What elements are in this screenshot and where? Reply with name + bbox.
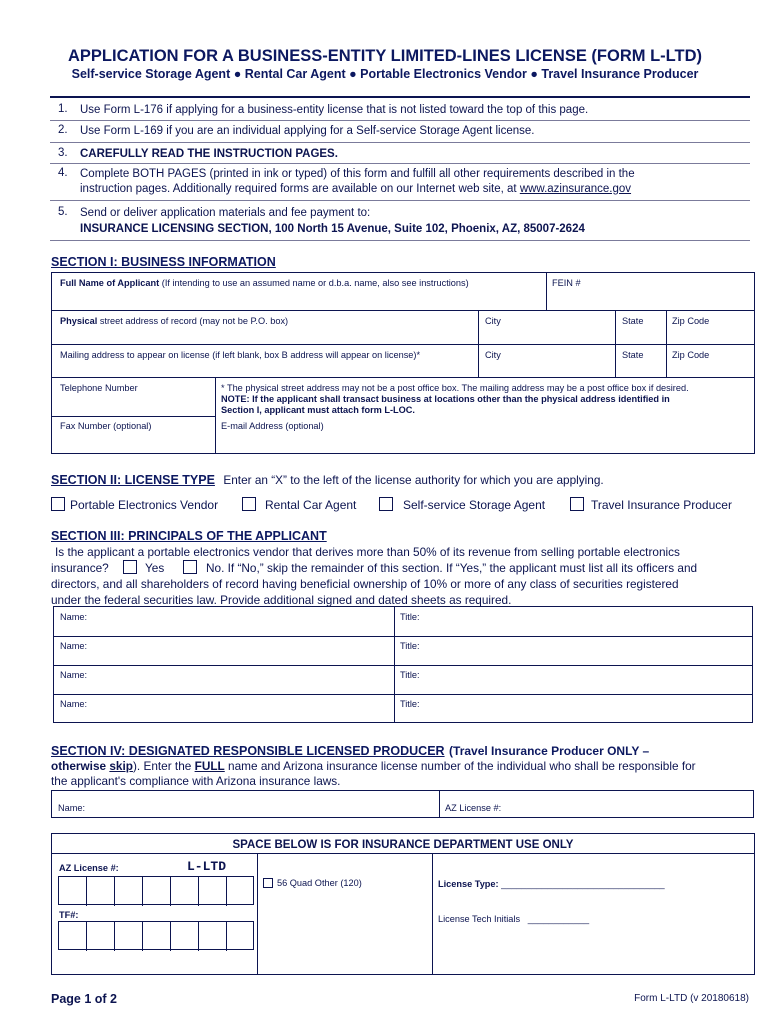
form-title: APPLICATION FOR A BUSINESS-ENTITY LIMITED-LINES LICENSE (FORM L-LTD) <box>67 47 702 65</box>
producer-box <box>51 790 754 818</box>
enter-text: ). Enter the <box>132 759 195 773</box>
telephone-field[interactable]: Telephone Number <box>60 383 138 393</box>
col-divider <box>257 853 258 974</box>
instruction-text: Send or deliver application materials and fee payment to: <box>80 207 371 219</box>
zip-field[interactable]: Zip Code <box>672 316 710 326</box>
physical-address-field[interactable] <box>60 316 288 327</box>
col-divider <box>215 377 216 453</box>
digit-cell[interactable] <box>199 877 227 906</box>
fein-field[interactable]: FEIN # <box>552 278 581 288</box>
skip-text: skip <box>109 759 133 773</box>
checkbox-portable-electronics[interactable] <box>51 497 65 511</box>
license-type-label: License Type: <box>438 879 499 889</box>
full-name-label: Full Name of Applicant <box>60 278 160 288</box>
col-divider <box>478 310 479 377</box>
option-rental-car: Rental Car Agent <box>265 498 357 512</box>
license-type-field[interactable] <box>438 879 665 890</box>
section-3-line: Is the applicant a portable electronics vendor that derives more than 50% of its revenue from selling portable electronics <box>55 545 680 559</box>
col-divider <box>666 310 667 377</box>
option-self-storage: Self-service Storage Agent <box>403 498 546 512</box>
section-3-question <box>51 561 109 577</box>
tech-initials-line: ____________ <box>527 914 590 924</box>
section-3-line: directors, and all shareholders of record having beneficial ownership of 10% or more of any class of securities registered <box>51 577 679 591</box>
physical-hint: street address of record (may not be P.O. box) <box>97 316 289 326</box>
principal-name-field[interactable]: Name: <box>60 670 88 680</box>
checkbox-no[interactable] <box>183 560 197 574</box>
section-4-line: the applicant's compliance with Arizona insurance laws. <box>51 774 341 788</box>
mailing-state-field[interactable]: State <box>622 350 644 360</box>
office-use-box <box>51 833 755 975</box>
instruction-text: Complete BOTH PAGES (printed in ink or typed) of this form and fulfill all other requirements described in the <box>80 168 635 180</box>
principal-title-field[interactable]: Title: <box>400 641 420 651</box>
row-divider <box>54 636 752 637</box>
digit-cell[interactable] <box>143 877 171 906</box>
digit-cell[interactable] <box>87 922 115 951</box>
email-field[interactable]: E-mail Address (optional) <box>221 421 324 431</box>
website-link[interactable]: www.azinsurance.gov <box>519 183 632 195</box>
digit-cell[interactable] <box>115 877 143 906</box>
instruction-text: CAREFULLY READ THE INSTRUCTION PAGES. <box>80 148 338 160</box>
section-1-heading <box>51 255 276 269</box>
section-3-title: SECTION III: PRINCIPALS OF THE APPLICANT <box>51 529 327 543</box>
instruction-item <box>50 101 750 121</box>
section-4-line <box>51 759 696 775</box>
checkbox-rental-car[interactable] <box>242 497 256 511</box>
tech-initials-label: License Tech Initials <box>438 914 521 924</box>
checkbox-travel-insurance[interactable] <box>570 497 584 511</box>
digit-cell[interactable] <box>171 877 199 906</box>
tech-initials-field[interactable] <box>438 914 589 925</box>
instruction-number: 2. <box>58 124 68 136</box>
note-line: * The physical street address may not be a post office box. The mailing address may be a post office box if desired. <box>221 383 689 393</box>
no-label: No. <box>206 561 225 575</box>
checkbox-quad-other[interactable] <box>263 878 273 888</box>
fax-field[interactable]: Fax Number (optional) <box>60 421 152 431</box>
instruction-text: Use Form L-169 if you are an individual applying for a Self-service Storage Agent license. <box>80 125 535 137</box>
page-number: Page 1 of 2 <box>51 992 117 1006</box>
section-4-heading <box>51 742 649 760</box>
mailing-city-field[interactable]: City <box>485 350 501 360</box>
producer-name-field[interactable]: Name: <box>58 803 86 813</box>
tf-digit-boxes <box>58 921 254 950</box>
digit-cell[interactable] <box>199 922 227 951</box>
instructions-top-rule <box>50 96 750 98</box>
digit-cell[interactable] <box>143 922 171 951</box>
section-4-qualifier: (Travel Insurance Producer ONLY – <box>449 744 650 758</box>
digit-cell[interactable] <box>59 877 87 906</box>
form-code: L-LTD <box>187 859 227 874</box>
row-divider <box>54 694 752 695</box>
form-version: Form L-LTD (v 20180618) <box>634 993 749 1004</box>
digit-cell[interactable] <box>87 877 115 906</box>
principal-title-field[interactable]: Title: <box>400 670 420 680</box>
instruction-text: Use Form L-176 if applying for a business-entity license that is not listed toward the top of this page. <box>80 104 589 116</box>
instruction-item <box>50 201 750 241</box>
checkbox-yes[interactable] <box>123 560 137 574</box>
full-name-hint: (If intending to use an assumed name or d.b.a. name, also see instructions) <box>159 278 469 288</box>
row-divider <box>52 344 754 345</box>
principals-table <box>53 606 753 723</box>
instruction-number: 4. <box>58 167 68 179</box>
principal-title-field[interactable]: Title: <box>400 612 420 622</box>
principal-name-field[interactable]: Name: <box>60 641 88 651</box>
col-divider <box>439 791 440 817</box>
col-divider <box>432 853 433 974</box>
row-divider <box>54 665 752 666</box>
license-type-line: ________________________________ <box>501 879 665 889</box>
physical-label: Physical <box>60 316 98 326</box>
option-portable-electronics: Portable Electronics Vendor <box>70 498 219 512</box>
note-line: Section I, applicant must attach form L-LOC. <box>221 405 415 415</box>
no-instruction: If “No,” skip the remainder of this section. If “Yes,” the applicant must list all its officers and <box>227 561 698 575</box>
address-note <box>221 383 751 416</box>
instruction-item <box>50 164 750 201</box>
section-2-heading <box>51 471 604 489</box>
row-divider <box>52 853 754 854</box>
mailing-zip-field[interactable]: Zip Code <box>672 350 710 360</box>
row-divider <box>52 416 216 417</box>
col-divider <box>615 310 616 377</box>
option-travel-insurance: Travel Insurance Producer <box>591 498 732 512</box>
section-4-title: SECTION IV: DESIGNATED RESPONSIBLE LICENSED PRODUCER <box>51 744 445 758</box>
principal-name-field[interactable]: Name: <box>60 612 88 622</box>
section-3-line: under the federal securities law. Provide additional signed and dated sheets as required. <box>51 593 512 607</box>
rest-text: name and Arizona insurance license number of the individual who shall be responsible for <box>224 759 696 773</box>
license-digit-boxes <box>58 876 254 905</box>
checkbox-self-storage[interactable] <box>379 497 393 511</box>
producer-license-field[interactable]: AZ License #: <box>445 803 502 813</box>
section-3-heading <box>51 529 327 543</box>
tf-label: TF#: <box>59 910 79 920</box>
digit-cell[interactable] <box>59 922 87 951</box>
digit-cell[interactable] <box>115 922 143 951</box>
instruction-item <box>50 121 750 143</box>
mailing-address-field[interactable]: Mailing address to appear on license (if left blank, box B address will appear on license)* <box>60 350 421 360</box>
no-label-line <box>206 561 697 577</box>
section-2-title: SECTION II: LICENSE TYPE <box>51 473 215 487</box>
instruction-text-cont <box>80 182 750 197</box>
instruction-item <box>50 143 750 164</box>
instruction-number: 3. <box>58 147 68 159</box>
az-license-label: AZ License #: <box>59 863 119 873</box>
question-text: insurance? <box>51 561 109 575</box>
section-2-instruction: Enter an “X” to the left of the license authority for which you are applying. <box>223 473 604 487</box>
digit-cell[interactable] <box>171 922 199 951</box>
instruction-text-part: instruction pages. Additionally required forms are available on our Internet web site, at <box>80 183 520 195</box>
form-subtitle: Self-service Storage Agent ● Rental Car Agent ● Portable Electronics Vendor ● Travel Insurance Producer <box>71 67 699 81</box>
instruction-number: 5. <box>58 206 68 218</box>
col-divider <box>546 273 547 310</box>
principal-name-field[interactable]: Name: <box>60 699 88 709</box>
section-1-title: SECTION I: BUSINESS INFORMATION <box>51 255 276 269</box>
state-field[interactable]: State <box>622 316 644 326</box>
full-text: FULL <box>194 759 225 773</box>
business-info-box <box>51 272 755 454</box>
row-divider <box>52 310 754 311</box>
otherwise-text: otherwise <box>51 759 110 773</box>
row-divider <box>52 377 754 378</box>
quad-other-label: 56 Quad Other (120) <box>277 878 362 888</box>
note-line: NOTE: If the applicant shall transact business at locations other than the physical address identified in <box>221 394 670 404</box>
mailing-address: INSURANCE LICENSING SECTION, 100 North 15 Avenue, Suite 102, Phoenix, AZ, 85007-2624 <box>80 223 585 235</box>
principal-title-field[interactable]: Title: <box>400 699 420 709</box>
city-field[interactable]: City <box>485 316 501 326</box>
instruction-number: 1. <box>58 103 68 115</box>
full-name-field[interactable] <box>60 278 469 289</box>
yes-label: Yes <box>145 561 165 575</box>
office-use-heading: SPACE BELOW IS FOR INSURANCE DEPARTMENT USE ONLY <box>232 839 574 851</box>
